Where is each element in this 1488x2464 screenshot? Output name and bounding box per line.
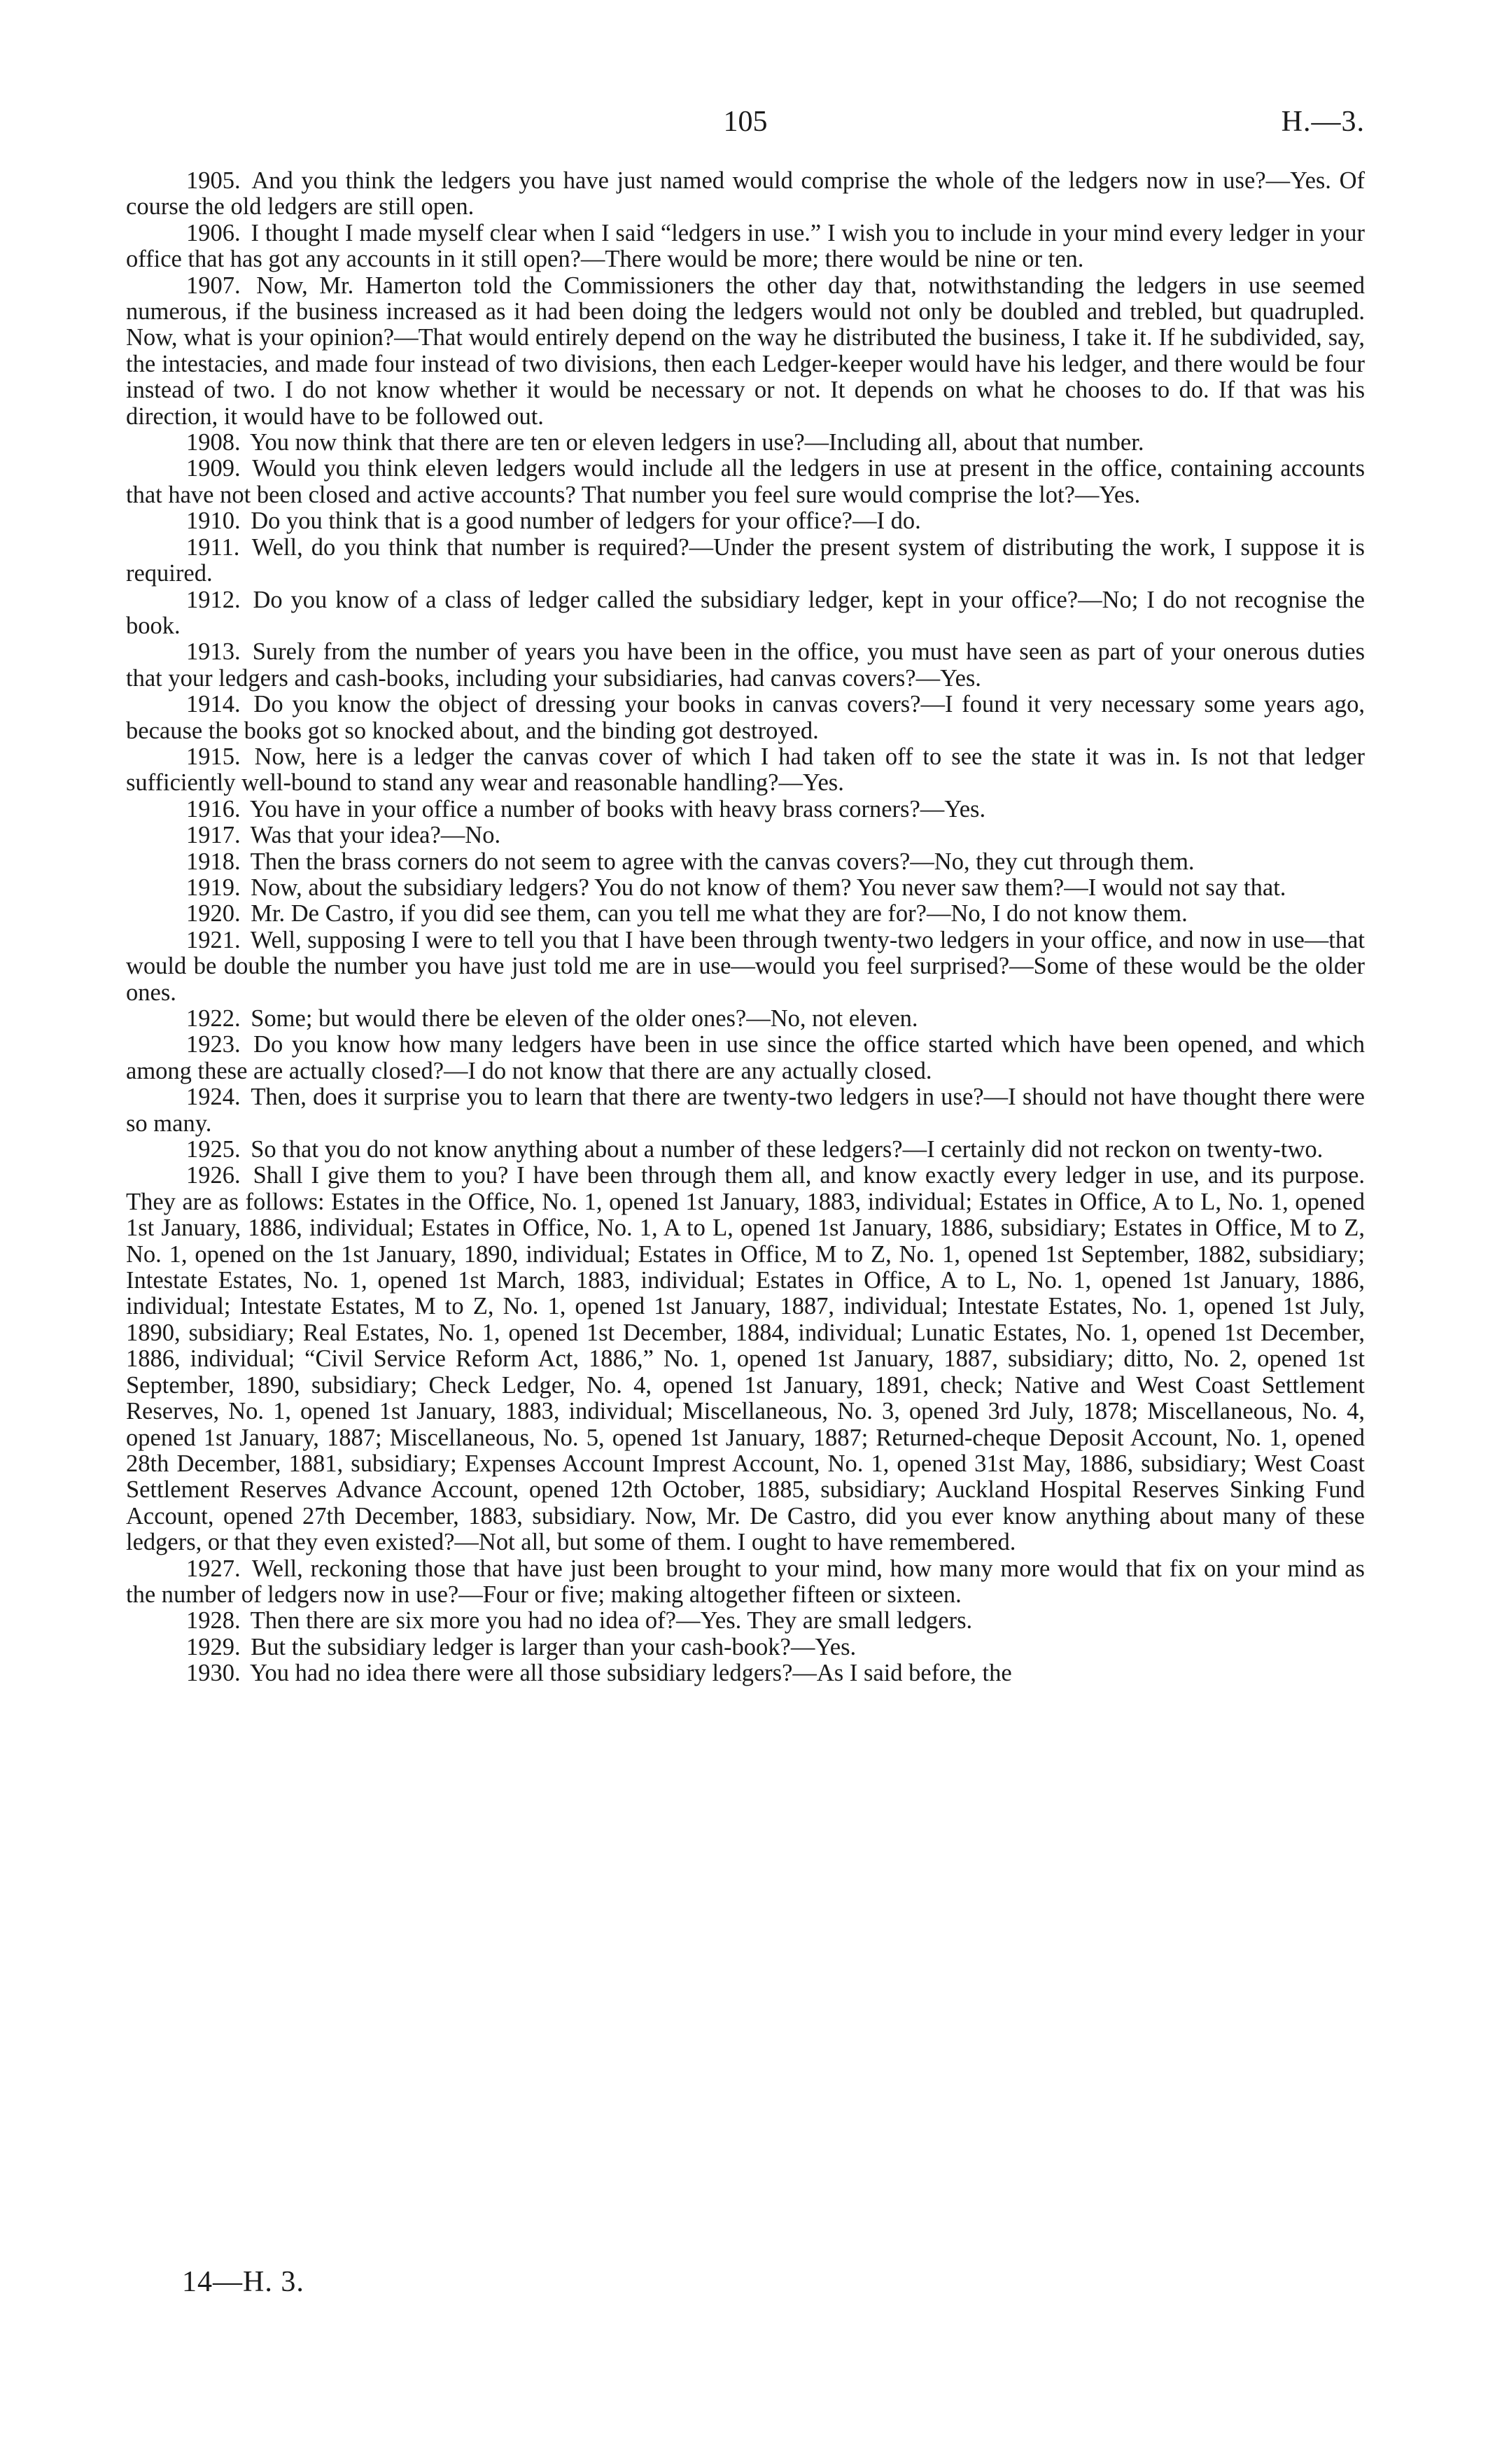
question-text: Do you think that is a good number of ledgers for your office?—I do. <box>251 507 921 535</box>
evidence-text-body <box>126 168 1365 1687</box>
question-number: 1908. <box>186 429 241 456</box>
question-number: 1924. <box>186 1084 241 1111</box>
question-text: Do you know how many ledgers have been in use since the office started which have been opened, and which among these are actually closed?—I do not know that there are any actually closed. <box>126 1031 1366 1084</box>
question-paragraph <box>126 822 1365 848</box>
question-text: And you think the ledgers you have just named would comprise the whole of the ledgers now in use?—Yes. Of course the old ledgers are still open. <box>126 167 1365 220</box>
question-text: Now, about the subsidiary ledgers? You do not know of them? You never saw them?—I would not say that. <box>251 874 1286 901</box>
question-paragraph <box>126 744 1365 797</box>
question-text: Do you know the object of dressing your books in canvas covers?—I found it very necessary some years ago, because the books got so knocked about, and the binding got destroyed. <box>126 691 1366 744</box>
question-text: Do you know of a class of ledger called the subsidiary ledger, kept in your office?—No; I do not recognise the book. <box>126 586 1365 639</box>
question-number: 1920. <box>186 900 241 927</box>
question-text: Now, Mr. Hamerton told the Commissioners the other day that, notwithstanding the ledgers in use seemed numerous, if the business increased as it had been doing the ledgers would not only be doubled and trebled, but quadrupled. Now, what is your opinion?—That would entirely depend on the way he distributed the business, I take it. If he subdivided, say, the intestacies, and made four instead of two divisions, then each Ledger-keeper would have his ledger, and there would be four instead of two. I do not know whether it would be necessary or not. It depends on what he chooses to do. If that was his direction, it would have to be followed out. <box>126 272 1365 430</box>
question-paragraph <box>126 927 1365 1006</box>
question-paragraph <box>126 639 1365 692</box>
question-text: Well, reckoning those that have just been brought to your mind, how many more would that fix on your mind as the number of ledgers now in use?—Four or five; making altogether fifteen or sixteen. <box>126 1555 1365 1608</box>
question-number: 1916. <box>186 795 241 822</box>
question-paragraph <box>126 535 1365 587</box>
question-paragraph <box>126 273 1365 430</box>
question-number: 1922. <box>186 1005 241 1032</box>
question-text: Well, do you think that number is required?—Under the present system of distributing the work, I suppose it is required. <box>126 533 1365 587</box>
question-number: 1912. <box>186 586 241 613</box>
question-text: I thought I made myself clear when I said “ledgers in use.” I wish you to include in your mind every ledger in your office that has got any accounts in it still open?—There would be more; there would be nine or ten. <box>126 219 1366 273</box>
question-paragraph <box>126 508 1365 534</box>
question-paragraph <box>126 901 1365 927</box>
question-paragraph <box>126 1006 1365 1032</box>
printer-signature-mark: 14—H. 3. <box>182 2266 304 2298</box>
page-number: 105 <box>723 106 768 138</box>
question-number: 1925. <box>186 1136 241 1163</box>
question-paragraph <box>126 797 1365 822</box>
question-paragraph <box>126 587 1365 640</box>
question-paragraph <box>126 1660 1365 1686</box>
question-paragraph <box>126 875 1365 901</box>
question-paragraph <box>126 1608 1365 1634</box>
question-text: Some; but would there be eleven of the older ones?—No, not eleven. <box>251 1005 918 1032</box>
question-paragraph <box>126 168 1365 220</box>
question-paragraph <box>126 1137 1365 1163</box>
question-text: Then the brass corners do not seem to agree with the canvas covers?—No, they cut through them. <box>250 848 1195 875</box>
question-text: Well, supposing I were to tell you that I have been through twenty-two ledgers in your office, and now in use—that would be double the number you have just told me are in use—would you feel surprised?—Some of these would be the older ones. <box>126 926 1365 1006</box>
question-paragraph <box>126 1556 1365 1609</box>
question-number: 1930. <box>186 1660 241 1687</box>
question-text: Then, does it surprise you to learn that there are twenty-two ledgers in use?—I should not have thought there were so many. <box>126 1084 1365 1137</box>
question-paragraph <box>126 456 1365 508</box>
question-paragraph <box>126 1634 1365 1660</box>
question-text: But the subsidiary ledger is larger than your cash-book?—Yes. <box>251 1633 857 1660</box>
question-number: 1907. <box>186 272 241 299</box>
question-text: Surely from the number of years you have been in the office, you must have seen as part of your onerous duties that your ledgers and cash-books, including your subsidiaries, had canvas covers?—Yes. <box>126 638 1366 692</box>
page-header <box>126 105 1365 147</box>
question-paragraph <box>126 1163 1365 1555</box>
question-number: 1921. <box>186 926 241 953</box>
question-number: 1910. <box>186 507 241 535</box>
question-number: 1929. <box>186 1633 241 1660</box>
question-number: 1918. <box>186 848 241 875</box>
question-number: 1905. <box>186 167 241 194</box>
question-number: 1909. <box>186 455 241 482</box>
question-paragraph <box>126 849 1365 875</box>
question-text: Now, here is a ledger the canvas cover of which I had taken off to see the state it was in. Is not that ledger sufficiently well-bound to stand any wear and reasonable handling?—Yes. <box>126 743 1366 797</box>
document-reference: H.—3. <box>1281 106 1365 138</box>
question-number: 1906. <box>186 219 241 246</box>
question-number: 1928. <box>186 1607 241 1634</box>
question-number: 1915. <box>186 743 241 770</box>
question-paragraph <box>126 692 1365 744</box>
question-paragraph <box>126 220 1365 273</box>
question-text: You now think that there are ten or eleven ledgers in use?—Including all, about that number. <box>249 429 1144 456</box>
question-number: 1914. <box>186 691 241 718</box>
question-text: You have in your office a number of books with heavy brass corners?—Yes. <box>249 795 986 822</box>
question-number: 1919. <box>186 874 241 901</box>
question-text: So that you do not know anything about a number of these ledgers?—I certainly did not reckon on twenty-two. <box>251 1136 1324 1163</box>
question-text: Then there are six more you had no idea of?—Yes. They are small ledgers. <box>250 1607 973 1634</box>
question-number: 1911. <box>186 533 240 561</box>
question-text: Mr. De Castro, if you did see them, can you tell me what they are for?—No, I do not know them. <box>251 900 1188 927</box>
question-paragraph <box>126 1084 1365 1137</box>
question-number: 1926. <box>186 1162 241 1189</box>
question-number: 1917. <box>186 822 241 849</box>
question-text: You had no idea there were all those subsidiary ledgers?—As I said before, the <box>249 1660 1012 1687</box>
question-number: 1923. <box>186 1031 241 1058</box>
question-text: Shall I give them to you? I have been through them all, and know exactly every ledger in use, and its purpose. They are as follows: Estates in the Office, No. 1, opened 1st January, 1883, individual; Estates in Office, A to L, No. 1, opened 1st January, 1886, individual; Estates in Office, No. 1, A to L, opened 1st January, 1886, subsidiary; Estates in Office, M to Z, No. 1, opened on the 1st January, 1890, individual; Estates in Office, M to Z, No. 1, opened 1st September, 1882, subsidiary; Intestate Estates, No. 1, opened 1st March, 1883, individual; Estates in Office, A to L, No. 1, opened 1st January, 1886, individual; Intestate Estates, M to Z, No. 1, opened 1st January, 1887, individual; Intestate Estates, No. 1, opened 1st July, 1890, subsidiary; Real Estates, No. 1, opened 1st December, 1884, individual; Lunatic Estates, No. 1, opened 1st December, 1886, individual; “Civil Service Reform Act, 1886,” No. 1, opened 1st January, 1887, subsidiary; ditto, No. 2, opened 1st September, 1890, subsidiary; Check Ledger, No. 4, opened 1st January, 1891, check; Native and West Coast Settlement Reserves, No. 1, opened 1st January, 1883, individual; Miscellaneous, No. 3, opened 3rd July, 1878; Miscellaneous, No. 4, opened 1st January, 1887; Miscellaneous, No. 5, opened 1st January, 1887; Returned-cheque Deposit Account, No. 1, opened 28th December, 1881, subsidiary; Expenses Account Imprest Account, No. 1, opened 31st May, 1886, subsidiary; West Coast Settlement Reserves Advance Account, opened 12th October, 1885, subsidiary; Auckland Hospital Reserves Sinking Fund Account, opened 27th December, 1883, subsidiary. Now, Mr. De Castro, did you ever know anything about many of these ledgers, or that they even existed?—Not all, but some of them. I ought to have remembered. <box>126 1162 1365 1556</box>
question-number: 1927. <box>186 1555 241 1582</box>
question-paragraph <box>126 1032 1365 1084</box>
question-text: Was that your idea?—No. <box>250 822 501 849</box>
question-text: Would you think eleven ledgers would include all the ledgers in use at present in the office, containing accounts that have not been closed and active accounts? That number you feel sure would comprise the lot?—Yes. <box>126 455 1365 508</box>
question-number: 1913. <box>186 638 241 666</box>
question-paragraph <box>126 430 1365 456</box>
